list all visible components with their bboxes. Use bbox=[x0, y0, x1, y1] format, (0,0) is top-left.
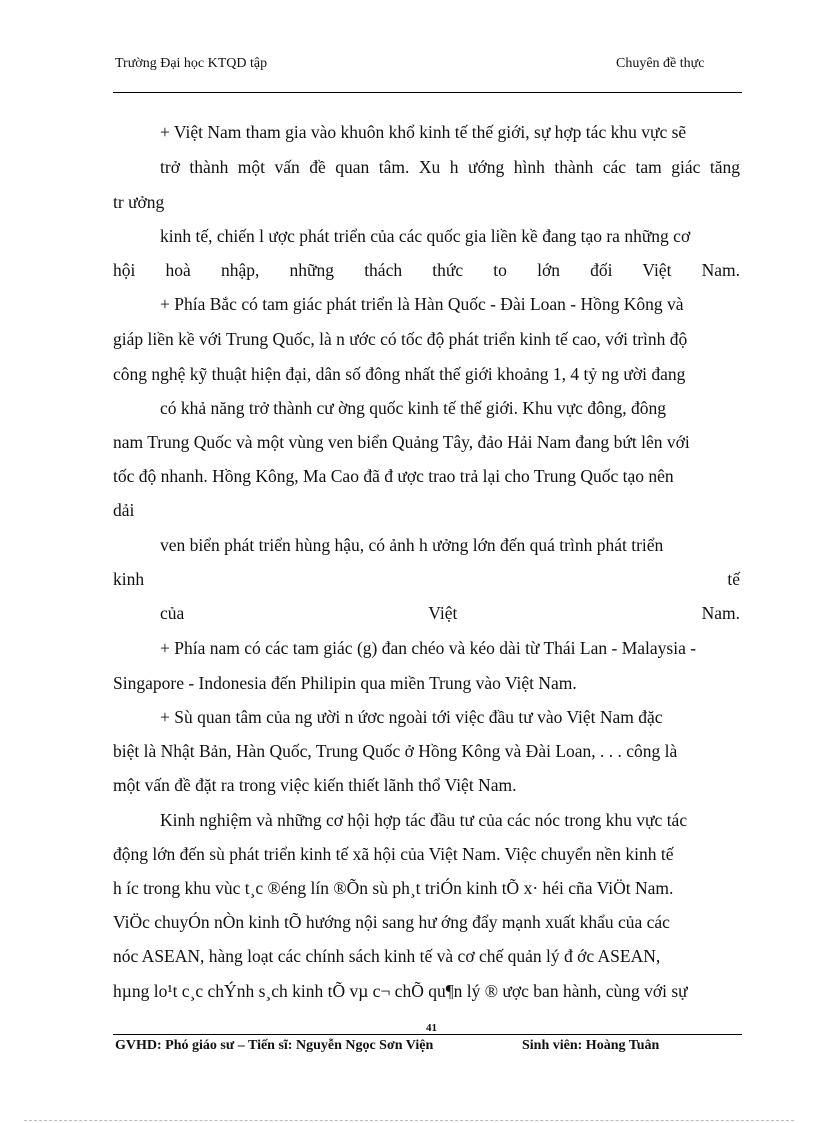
body-line: hµng lo¹t c¸c chÝnh s¸ch kinh tÕ vµ c¬ chÕ qu¶n lý ® ược ban hành, cùng với sự bbox=[113, 981, 688, 1001]
header-rule bbox=[113, 92, 742, 93]
page-number: 41 bbox=[426, 1022, 437, 1034]
page-edge-dashes bbox=[24, 1120, 794, 1121]
body-line: dải bbox=[113, 500, 135, 520]
header-school: Trường Đại học KTQD tập bbox=[115, 56, 268, 71]
body-line: + Phía Bắc có tam giác phát triển là Hàn Quốc - Đài Loan - Hồng Kông và bbox=[160, 294, 684, 314]
body-line: hội hoà nhập, những thách thức to lớn đối Việt Nam. bbox=[113, 260, 740, 280]
body-line: + Phía nam có các tam giác (g) đan chéo và kéo dài từ Thái Lan - Malaysia - bbox=[160, 638, 697, 658]
footer-rule bbox=[113, 1034, 742, 1035]
header-title: Chuyên đề thực bbox=[616, 56, 705, 71]
body-line: + Sù quan tâm của ng ười n ứơc ngoài tới việc đầu tư vào Việt Nam đặc bbox=[160, 707, 663, 727]
body-line: h íc trong khu vùc t¸c ®éng lín ®Õn sù ph¸t triÓn kinh tÕ x· héi cña ViÖt Nam. bbox=[113, 878, 674, 898]
body-line: có khả năng trở thành cư ờng quốc kinh tế thế giới. Khu vực đông, đông bbox=[160, 398, 667, 418]
body-line: tr ưởng bbox=[113, 192, 165, 212]
body-line: ViÖc chuyÓn nÒn kinh tÕ hướng nội sang hư ớng đẩy mạnh xuất khẩu của các bbox=[113, 912, 670, 932]
body-line: ven biển phát triển hùng hậu, có ảnh h ưởng lớn đến quá trình phát triển bbox=[160, 535, 664, 555]
body-line: nam Trung Quốc và một vùng ven biển Quảng Tây, đảo Hải Nam đang bứt lên với bbox=[113, 432, 690, 452]
body-line: kinh tế, chiến l ược phát triển của các quốc gia liền kề đang tạo ra những cơ bbox=[160, 226, 691, 246]
body-line: của Việt Nam. bbox=[160, 603, 740, 623]
footer-advisor: GVHD: Phó giáo sư – Tiến sĩ: Nguyễn Ngọc Sơn Viện bbox=[115, 1038, 434, 1053]
footer-student: Sinh viên: Hoàng Tuân bbox=[522, 1038, 660, 1053]
body-line: tốc độ nhanh. Hồng Kông, Ma Cao đã đ ược trao trả lại cho Trung Quốc tạo nên bbox=[113, 466, 674, 486]
body-line: trở thành một vấn đề quan tâm. Xu h ướng hình thành các tam giác tăng bbox=[160, 157, 740, 177]
body-line: động lớn đến sù phát triển kinh tế xã hội của Việt Nam. Việc chuyển nền kinh tế bbox=[113, 844, 674, 864]
body-line: kinh tế bbox=[113, 569, 740, 589]
body-line: biệt là Nhật Bản, Hàn Quốc, Trung Quốc ở Hồng Kông và Đài Loan, . . . công là bbox=[113, 741, 678, 761]
body-line: một vấn đề đặt ra trong việc kiến thiết lãnh thổ Việt Nam. bbox=[113, 775, 517, 795]
body-line: Singapore - Indonesia đến Philipin qua miền Trung vào Việt Nam. bbox=[113, 673, 577, 693]
body-line: giáp liền kề với Trung Quốc, là n ước có tốc độ phát triển kinh tế cao, với trình độ bbox=[113, 329, 688, 349]
body-line: + Việt Nam tham gia vào khuôn khổ kinh tế thế giới, sự hợp tác khu vực sẽ bbox=[160, 122, 687, 142]
body-line: công nghệ kỹ thuật hiện đại, dân số đông nhất thế giới khoảng 1, 4 tỷ ng ười đang bbox=[113, 364, 686, 384]
body-line: Kinh nghiệm và những cơ hội hợp tác đầu tư của các nóc trong khu vực tác bbox=[160, 810, 688, 830]
body-line: nóc ASEAN, hàng loạt các chính sách kinh tế và cơ chế quản lý đ ớc ASEAN, bbox=[113, 946, 661, 966]
